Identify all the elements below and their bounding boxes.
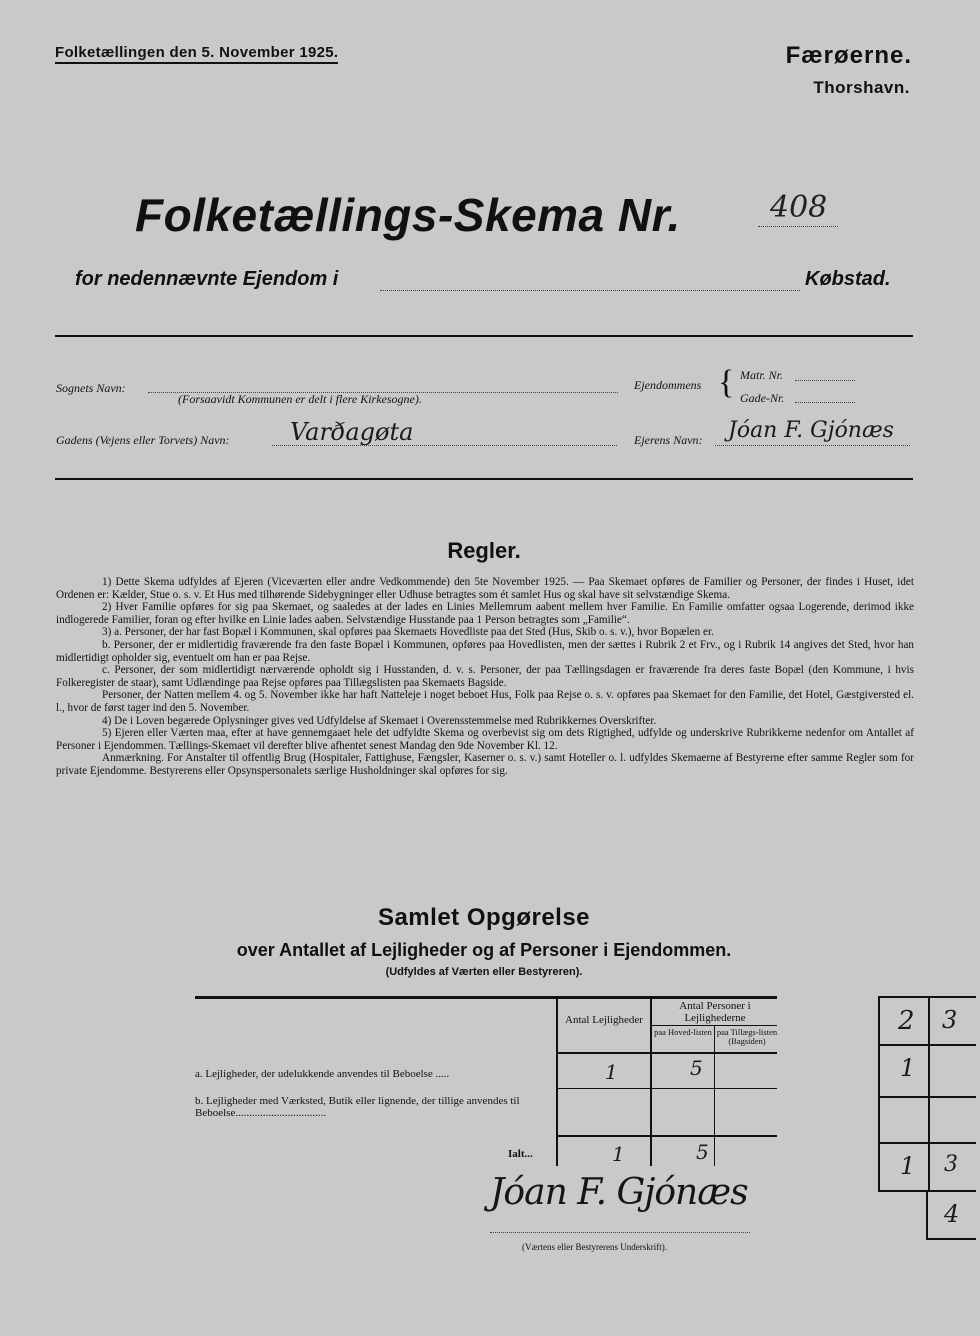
table-row-a-rule <box>556 1088 777 1089</box>
table-subheader-rule <box>652 1025 777 1026</box>
tally-divider-4 <box>928 1142 930 1190</box>
header-hovedlisten: paa Hoved-listen <box>654 1027 712 1037</box>
gadens-value[interactable]: Varðagøta <box>290 418 414 446</box>
signature-caption: (Værtens eller Bestyrerens Underskrift). <box>522 1242 667 1252</box>
brace: { <box>718 364 735 401</box>
ejerens-input-line <box>715 445 910 446</box>
sognets-note: (Forsaavidt Kommunen er delt i flere Kirkesogne). <box>178 392 422 406</box>
kobstad-label: Købstad. <box>805 268 891 290</box>
table-vline-1 <box>556 998 558 1166</box>
skema-number[interactable]: 408 <box>770 190 828 225</box>
tally-divider-2 <box>928 1044 930 1096</box>
signature-line <box>490 1232 750 1233</box>
form-title-text: Folketællings-Skema Nr. <box>135 189 681 241</box>
samlet-title: Samlet Opgørelse <box>377 904 591 931</box>
tally-row-3 <box>878 1096 976 1144</box>
rule-4: 4) De i Loven begærede Oplysninger gives ved Udfyldelse af Skemaet i Overensstemmelse med Rubrikkernes Overskrifter. <box>102 714 657 727</box>
skema-number-line <box>758 226 838 227</box>
header-antal-lejligheder: Antal Lejligheder <box>565 1014 643 1026</box>
region-header: Færøerne. <box>785 42 912 69</box>
ejerens-label: Ejerens Navn: <box>634 433 703 447</box>
sognets-label: Sognets Navn: <box>56 381 126 395</box>
census-date-header: Folketællingen den 5. November 1925. <box>55 44 338 64</box>
table-vline-3 <box>714 1026 715 1166</box>
fields-rule <box>55 478 913 480</box>
signature[interactable]: Jóan F. Gjónæs <box>490 1172 748 1213</box>
tally-r4c2[interactable]: 3 <box>944 1152 958 1177</box>
ialt-lejligheder[interactable]: 1 <box>612 1142 625 1166</box>
header-tillaegslisten: paa Tillægs-listen (Bagsiden) <box>716 1027 778 1046</box>
property-line <box>380 290 800 291</box>
matr-label: Matr. Nr. <box>740 368 784 382</box>
header-antal-personer: Antal Personer i Lejlighederne <box>679 1000 751 1024</box>
rule-3a: 3) a. Personer, der har fast Bopæl i Kommunen, skal opføres paa Skemaets Hovedliste paa det Sted (Hus, Skib o. s. v.), hvor Bopælen er. <box>102 626 714 639</box>
tally-row-5 <box>926 1190 976 1240</box>
rule-3b: b. Personer, der er midlertidig fraværende fra den faste Bopæl i Kommunen, opføres paa Hovedlisten, men der sættes i Rubrik 2 et Frv., og i Rubrik 14 angives det Sted, hvor han midlertidigt opholder sig, eventuelt om han er paa Rejse. <box>56 638 914 664</box>
tally-row-1 <box>878 996 976 1046</box>
samlet-note: (Udfyldes af Værten eller Bestyreren). <box>385 966 583 978</box>
ejerens-value[interactable]: Jóan F. Gjónæs <box>728 418 894 443</box>
ejendommens-label: Ejendommens <box>634 378 702 392</box>
gadens-label: Gadens (Vejens eller Torvets) Navn: <box>56 433 230 447</box>
rule-night: Personer, der Natten mellem 4. og 5. November ikke har haft Natteleje i noget beboet Hus, Folk paa Rejse o. s. v. opføres paa Skemaet for den Familie, det Hotel, Gæstgiversted el. l., hvor de først tager ind den 5. November. <box>56 689 914 714</box>
tally-r4c1[interactable]: 1 <box>900 1152 916 1180</box>
ialt-hovedlisten[interactable]: 5 <box>696 1140 709 1164</box>
rule-2: 2) Hver Familie opføres for sig paa Skemaet, og saaledes at der lades en Linies Mellemrum aabent mellem hver Familie. En Familie omfatter ogsaa Logerende, derimod ikke indlogerede Familier, foran og efter hvilke en Linie lades aaben. Selvstændige Husstande paa 1 Person betragtes som „Familie“. <box>56 601 914 626</box>
ialt-label: Ialt... <box>508 1148 533 1160</box>
top-rule <box>55 335 913 337</box>
tally-r2c1[interactable]: 1 <box>900 1054 916 1082</box>
row-a-hovedlisten[interactable]: 5 <box>690 1056 703 1080</box>
row-a-lejligheder[interactable]: 1 <box>605 1060 618 1084</box>
tally-divider-3 <box>928 1096 930 1142</box>
row-a-label: a. Lejligheder, der udelukkende anvendes til Beboelse ..... <box>195 1068 450 1080</box>
tally-r5c2[interactable]: 4 <box>944 1200 960 1228</box>
rules-text <box>56 576 914 778</box>
rule-1: 1) Dette Skema udfyldes af Ejeren (Viceværten eller andre Vedkommende) den 5te November 1925. — Paa Skemaet opføres de Familier og Personer, der findes i Huset, idet Ordenen er: Kælder, Stue o. s. v. Et Hus med tilhørende Sidebygninger eller Udhuse betragtes som ét samlet Hus og skal have sit selvstændige Skema. <box>56 576 914 601</box>
rule-5: 5) Ejeren eller Værten maa, efter at have gennemgaaet hele det udfyldte Skema og overbevist sig om dets Rigtighed, udfylde og underskrive Rubrikkerne nedenfor om Antallet af Personer i Ejendommen. Tællings-Skemaet vil derefter blive afhentet senest Mandag den 9de November Kl. 12. <box>56 727 914 752</box>
subtitle: for nedennævnte Ejendom i <box>75 268 339 290</box>
tally-divider-1 <box>928 998 930 1044</box>
gade-nr-input[interactable] <box>795 402 855 403</box>
row-b-label: b. Lejligheder med Værksted, Butik eller lignende, der tillige anvendes til Beboelse................................. <box>195 1095 520 1119</box>
tally-row-4 <box>878 1142 976 1192</box>
regler-title: Regler. <box>447 538 521 563</box>
tally-r1c1[interactable]: 2 <box>898 1006 915 1036</box>
rule-anmaerkning: Anmærkning. For Anstalter til offentlig Brug (Hospitaler, Fattighuse, Fængsler, Kaserner o. s. v.) samt Hoteller o. l. udfyldes Skemaerne af Bestyrerne efter samme Regler som for private Ejendomme. Bestyrerens eller Opsynspersonalets særlige Husholdninger skal opføres for sig. <box>56 752 914 777</box>
samlet-subtitle: over Antallet af Lejligheder og af Personer i Ejendommen. <box>236 940 732 960</box>
table-header-rule <box>556 1052 777 1054</box>
town-header: Thorshavn. <box>813 78 910 97</box>
gade-nr-label: Gade-Nr. <box>740 391 785 405</box>
table-vline-2 <box>650 998 652 1166</box>
matr-input[interactable] <box>795 380 855 381</box>
rule-3c: c. Personer, der som midlertidigt nærværende opholdt sig i Husstanden, d. v. s. Personer, der paa Tællingsdagen er fraværende fra deres faste Bopæl (den Kommune, i hvis Folkeregister de staar), samt Udlændinge paa Rejse opføres paa Tillægslisten paa Skemaets Bagside. <box>56 664 914 689</box>
table-row-b-rule <box>556 1135 777 1137</box>
tally-row-2 <box>878 1044 976 1098</box>
tally-r1c2[interactable]: 3 <box>942 1006 958 1034</box>
table-top-rule <box>195 996 777 999</box>
